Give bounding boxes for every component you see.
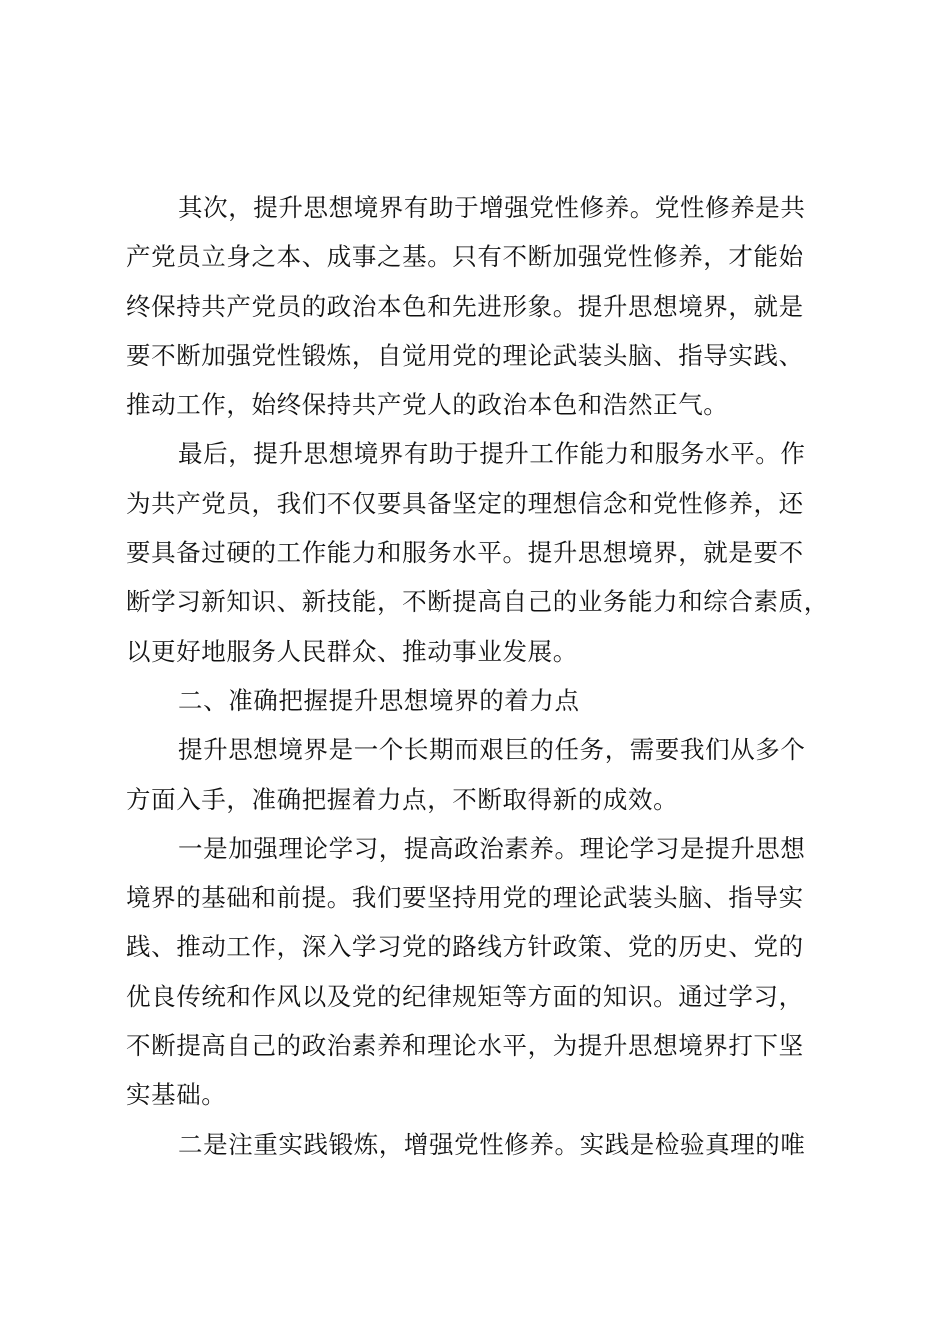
section-heading: 二、准确把握提升思想境界的着力点 (178, 685, 580, 715)
paragraph-line: 实基础。 (126, 1080, 227, 1110)
document-body (126, 183, 834, 1169)
paragraph-line: 以更好地服务人民群众、推动事业发展。 (126, 636, 578, 666)
paragraph-line: 断学习新知识、新技能，不断提高自己的业务能力和综合素质， (126, 587, 829, 617)
paragraph-line: 二是注重实践锻炼，增强党性修养。实践是检验真理的唯 (178, 1129, 806, 1159)
paragraph-line: 为共产党员，我们不仅要具备坚定的理想信念和党性修养，还 (126, 488, 804, 518)
paragraph-line: 境界的基础和前提。我们要坚持用党的理论武装头脑、指导实 (126, 883, 804, 913)
paragraph-line: 提升思想境界是一个长期而艰巨的任务，需要我们从多个 (178, 735, 806, 765)
paragraph-line: 要不断加强党性锻炼，自觉用党的理论武装头脑、指导实践、 (126, 340, 804, 370)
paragraph-line: 推动工作，始终保持共产党人的政治本色和浩然正气。 (126, 390, 729, 420)
paragraph-line: 要具备过硬的工作能力和服务水平。提升思想境界，就是要不 (126, 538, 804, 568)
paragraph-line: 践、推动工作，深入学习党的路线方针政策、党的历史、党的 (126, 932, 804, 962)
paragraph-line: 终保持共产党员的政治本色和先进形象。提升思想境界，就是 (126, 291, 804, 321)
paragraph-line: 方面入手，准确把握着力点，不断取得新的成效。 (126, 784, 679, 814)
paragraph-line: 一是加强理论学习，提高政治素养。理论学习是提升思想 (178, 833, 806, 863)
paragraph-line: 最后，提升思想境界有助于提升工作能力和服务水平。作 (178, 439, 806, 469)
paragraph-line: 不断提高自己的政治素养和理论水平，为提升思想境界打下坚 (126, 1031, 804, 1061)
paragraph-line: 其次，提升思想境界有助于增强党性修养。党性修养是共 (178, 193, 806, 222)
paragraph-line: 产党员立身之本、成事之基。只有不断加强党性修养，才能始 (126, 242, 804, 272)
paragraph-line: 优良传统和作风以及党的纪律规矩等方面的知识。通过学习， (126, 981, 804, 1011)
